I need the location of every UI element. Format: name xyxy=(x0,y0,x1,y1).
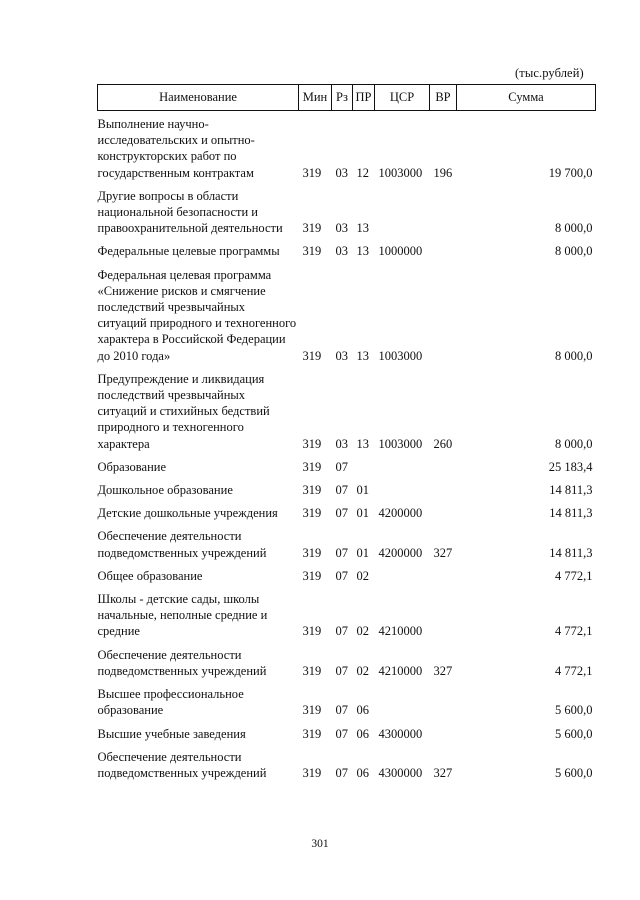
row-name: Обеспечение деятельности подведомственных учреждений xyxy=(97,749,267,780)
row-name: Высшее профессиональное образование xyxy=(97,687,244,718)
row-min: 319 xyxy=(302,624,322,639)
row-min: 319 xyxy=(302,726,322,741)
row-name: Выполнение научно-исследовательских и опытно-конструкторских работ по государственным контрактам xyxy=(97,117,255,180)
table-row xyxy=(98,260,596,364)
row-pr: 13 xyxy=(356,221,369,236)
row-csr: 1003000 xyxy=(378,436,423,451)
table-row xyxy=(98,111,596,181)
row-min: 319 xyxy=(302,459,322,474)
column-header-pr: ПР xyxy=(353,85,375,111)
row-min: 319 xyxy=(302,483,322,498)
row-pr: 06 xyxy=(356,703,369,718)
row-pr: 12 xyxy=(356,165,369,180)
row-rz: 07 xyxy=(335,703,348,718)
row-min: 319 xyxy=(302,568,322,583)
row-min: 319 xyxy=(302,703,322,718)
row-pr: 13 xyxy=(356,436,369,451)
row-vr xyxy=(430,452,457,475)
row-sum: 25 183,4 xyxy=(548,459,593,474)
row-rz: 03 xyxy=(335,221,348,236)
row-csr xyxy=(375,475,430,498)
row-rz: 07 xyxy=(335,483,348,498)
row-csr xyxy=(375,679,430,718)
row-name: Обеспечение деятельности подведомственных учреждений xyxy=(97,529,267,560)
page-number: 301 xyxy=(311,838,329,850)
row-name: Другие вопросы в области национальной безопасности и правоохранительной деятельности xyxy=(97,188,283,236)
row-rz: 03 xyxy=(335,165,348,180)
row-rz: 03 xyxy=(335,436,348,451)
row-pr: 02 xyxy=(356,624,369,639)
budget-table xyxy=(97,84,596,781)
row-min: 319 xyxy=(302,765,322,780)
row-vr: 327 xyxy=(433,765,453,780)
row-vr xyxy=(430,475,457,498)
row-min: 319 xyxy=(302,244,322,259)
row-pr: 13 xyxy=(356,348,369,363)
row-name: Федеральные целевые программы xyxy=(97,244,280,259)
table-row xyxy=(98,498,596,521)
row-rz: 07 xyxy=(335,726,348,741)
row-vr xyxy=(430,561,457,584)
row-min: 319 xyxy=(302,506,322,521)
row-sum: 14 811,3 xyxy=(549,506,593,521)
row-csr: 4300000 xyxy=(378,765,423,780)
row-name: Образование xyxy=(97,459,167,474)
row-rz: 07 xyxy=(335,624,348,639)
row-vr xyxy=(430,584,457,640)
table-row xyxy=(98,364,596,452)
row-rz: 03 xyxy=(335,348,348,363)
row-name: Предупреждение и ликвидация последствий чрезвычайных ситуаций и стихийных бедствий природного и техногенного характера xyxy=(97,371,270,451)
row-csr: 4200000 xyxy=(378,545,423,560)
column-header-min: Мин xyxy=(299,85,332,111)
column-header-vr: ВР xyxy=(430,85,457,111)
table-row xyxy=(98,181,596,237)
row-vr xyxy=(430,498,457,521)
row-sum: 8 000,0 xyxy=(555,348,593,363)
table-row xyxy=(98,640,596,679)
row-sum: 5 600,0 xyxy=(555,726,593,741)
row-name: Обеспечение деятельности подведомственных учреждений xyxy=(97,647,267,678)
row-rz: 07 xyxy=(335,663,348,678)
row-name: Федеральная целевая программа «Снижение рисков и смягчение последствий чрезвычайных ситуаций природного и техногенного характера в Российской Федерации до 2010 года» xyxy=(97,267,297,363)
row-min: 319 xyxy=(302,165,322,180)
row-min: 319 xyxy=(302,348,322,363)
row-sum: 4 772,1 xyxy=(555,663,593,678)
row-rz: 07 xyxy=(335,765,348,780)
row-min: 319 xyxy=(302,221,322,236)
row-csr: 1000000 xyxy=(378,244,423,259)
row-rz: 03 xyxy=(335,244,348,259)
row-vr xyxy=(430,260,457,364)
table-row xyxy=(98,452,596,475)
row-sum: 5 600,0 xyxy=(555,703,593,718)
row-csr xyxy=(375,561,430,584)
row-vr xyxy=(430,679,457,718)
row-vr xyxy=(430,236,457,259)
table-header-row xyxy=(98,85,596,111)
row-csr: 4300000 xyxy=(378,726,423,741)
row-vr: 327 xyxy=(433,663,453,678)
column-header-sum: Сумма xyxy=(457,85,596,111)
table-row xyxy=(98,742,596,781)
row-sum: 19 700,0 xyxy=(548,165,593,180)
row-vr xyxy=(430,719,457,742)
table-row xyxy=(98,561,596,584)
row-pr xyxy=(353,452,375,475)
row-rz: 07 xyxy=(335,459,348,474)
row-min: 319 xyxy=(302,663,322,678)
row-rz: 07 xyxy=(335,545,348,560)
row-min: 319 xyxy=(302,545,322,560)
row-vr xyxy=(430,181,457,237)
row-sum: 4 772,1 xyxy=(555,624,593,639)
row-pr: 01 xyxy=(356,483,369,498)
row-csr xyxy=(375,452,430,475)
row-vr: 196 xyxy=(433,165,453,180)
table-row xyxy=(98,719,596,742)
table-row xyxy=(98,584,596,640)
row-rz: 07 xyxy=(335,506,348,521)
row-vr: 327 xyxy=(433,545,453,560)
row-name: Высшие учебные заведения xyxy=(97,726,246,741)
row-sum: 8 000,0 xyxy=(555,221,593,236)
row-sum: 8 000,0 xyxy=(555,436,593,451)
row-name: Дошкольное образование xyxy=(97,483,233,498)
row-csr: 1003000 xyxy=(378,348,423,363)
column-header-name: Наименование xyxy=(98,85,299,111)
row-name: Общее образование xyxy=(97,568,203,583)
row-sum: 4 772,1 xyxy=(555,568,593,583)
row-pr: 02 xyxy=(356,663,369,678)
row-name: Школы - детские сады, школы начальные, неполные средние и средние xyxy=(97,592,268,639)
row-min: 319 xyxy=(302,436,322,451)
table-row xyxy=(98,236,596,259)
row-sum: 5 600,0 xyxy=(555,765,593,780)
row-csr xyxy=(375,181,430,237)
row-pr: 01 xyxy=(356,506,369,521)
column-header-csr: ЦСР xyxy=(375,85,430,111)
table-row xyxy=(98,521,596,560)
units-label: (тыс.рублей) xyxy=(515,66,584,80)
row-vr: 260 xyxy=(433,436,453,451)
row-csr: 1003000 xyxy=(378,165,423,180)
row-name: Детские дошкольные учреждения xyxy=(97,506,278,521)
row-sum: 14 811,3 xyxy=(549,483,593,498)
table-row xyxy=(98,679,596,718)
row-pr: 06 xyxy=(356,765,369,780)
row-pr: 13 xyxy=(356,244,369,259)
row-csr: 4200000 xyxy=(378,506,423,521)
row-csr: 4210000 xyxy=(378,624,423,639)
row-pr: 06 xyxy=(356,726,369,741)
row-sum: 14 811,3 xyxy=(549,545,593,560)
row-sum: 8 000,0 xyxy=(555,244,593,259)
row-pr: 01 xyxy=(356,545,369,560)
row-pr: 02 xyxy=(356,568,369,583)
row-csr: 4210000 xyxy=(378,663,423,678)
table-row xyxy=(98,475,596,498)
row-rz: 07 xyxy=(335,568,348,583)
column-header-rz: Рз xyxy=(332,85,353,111)
